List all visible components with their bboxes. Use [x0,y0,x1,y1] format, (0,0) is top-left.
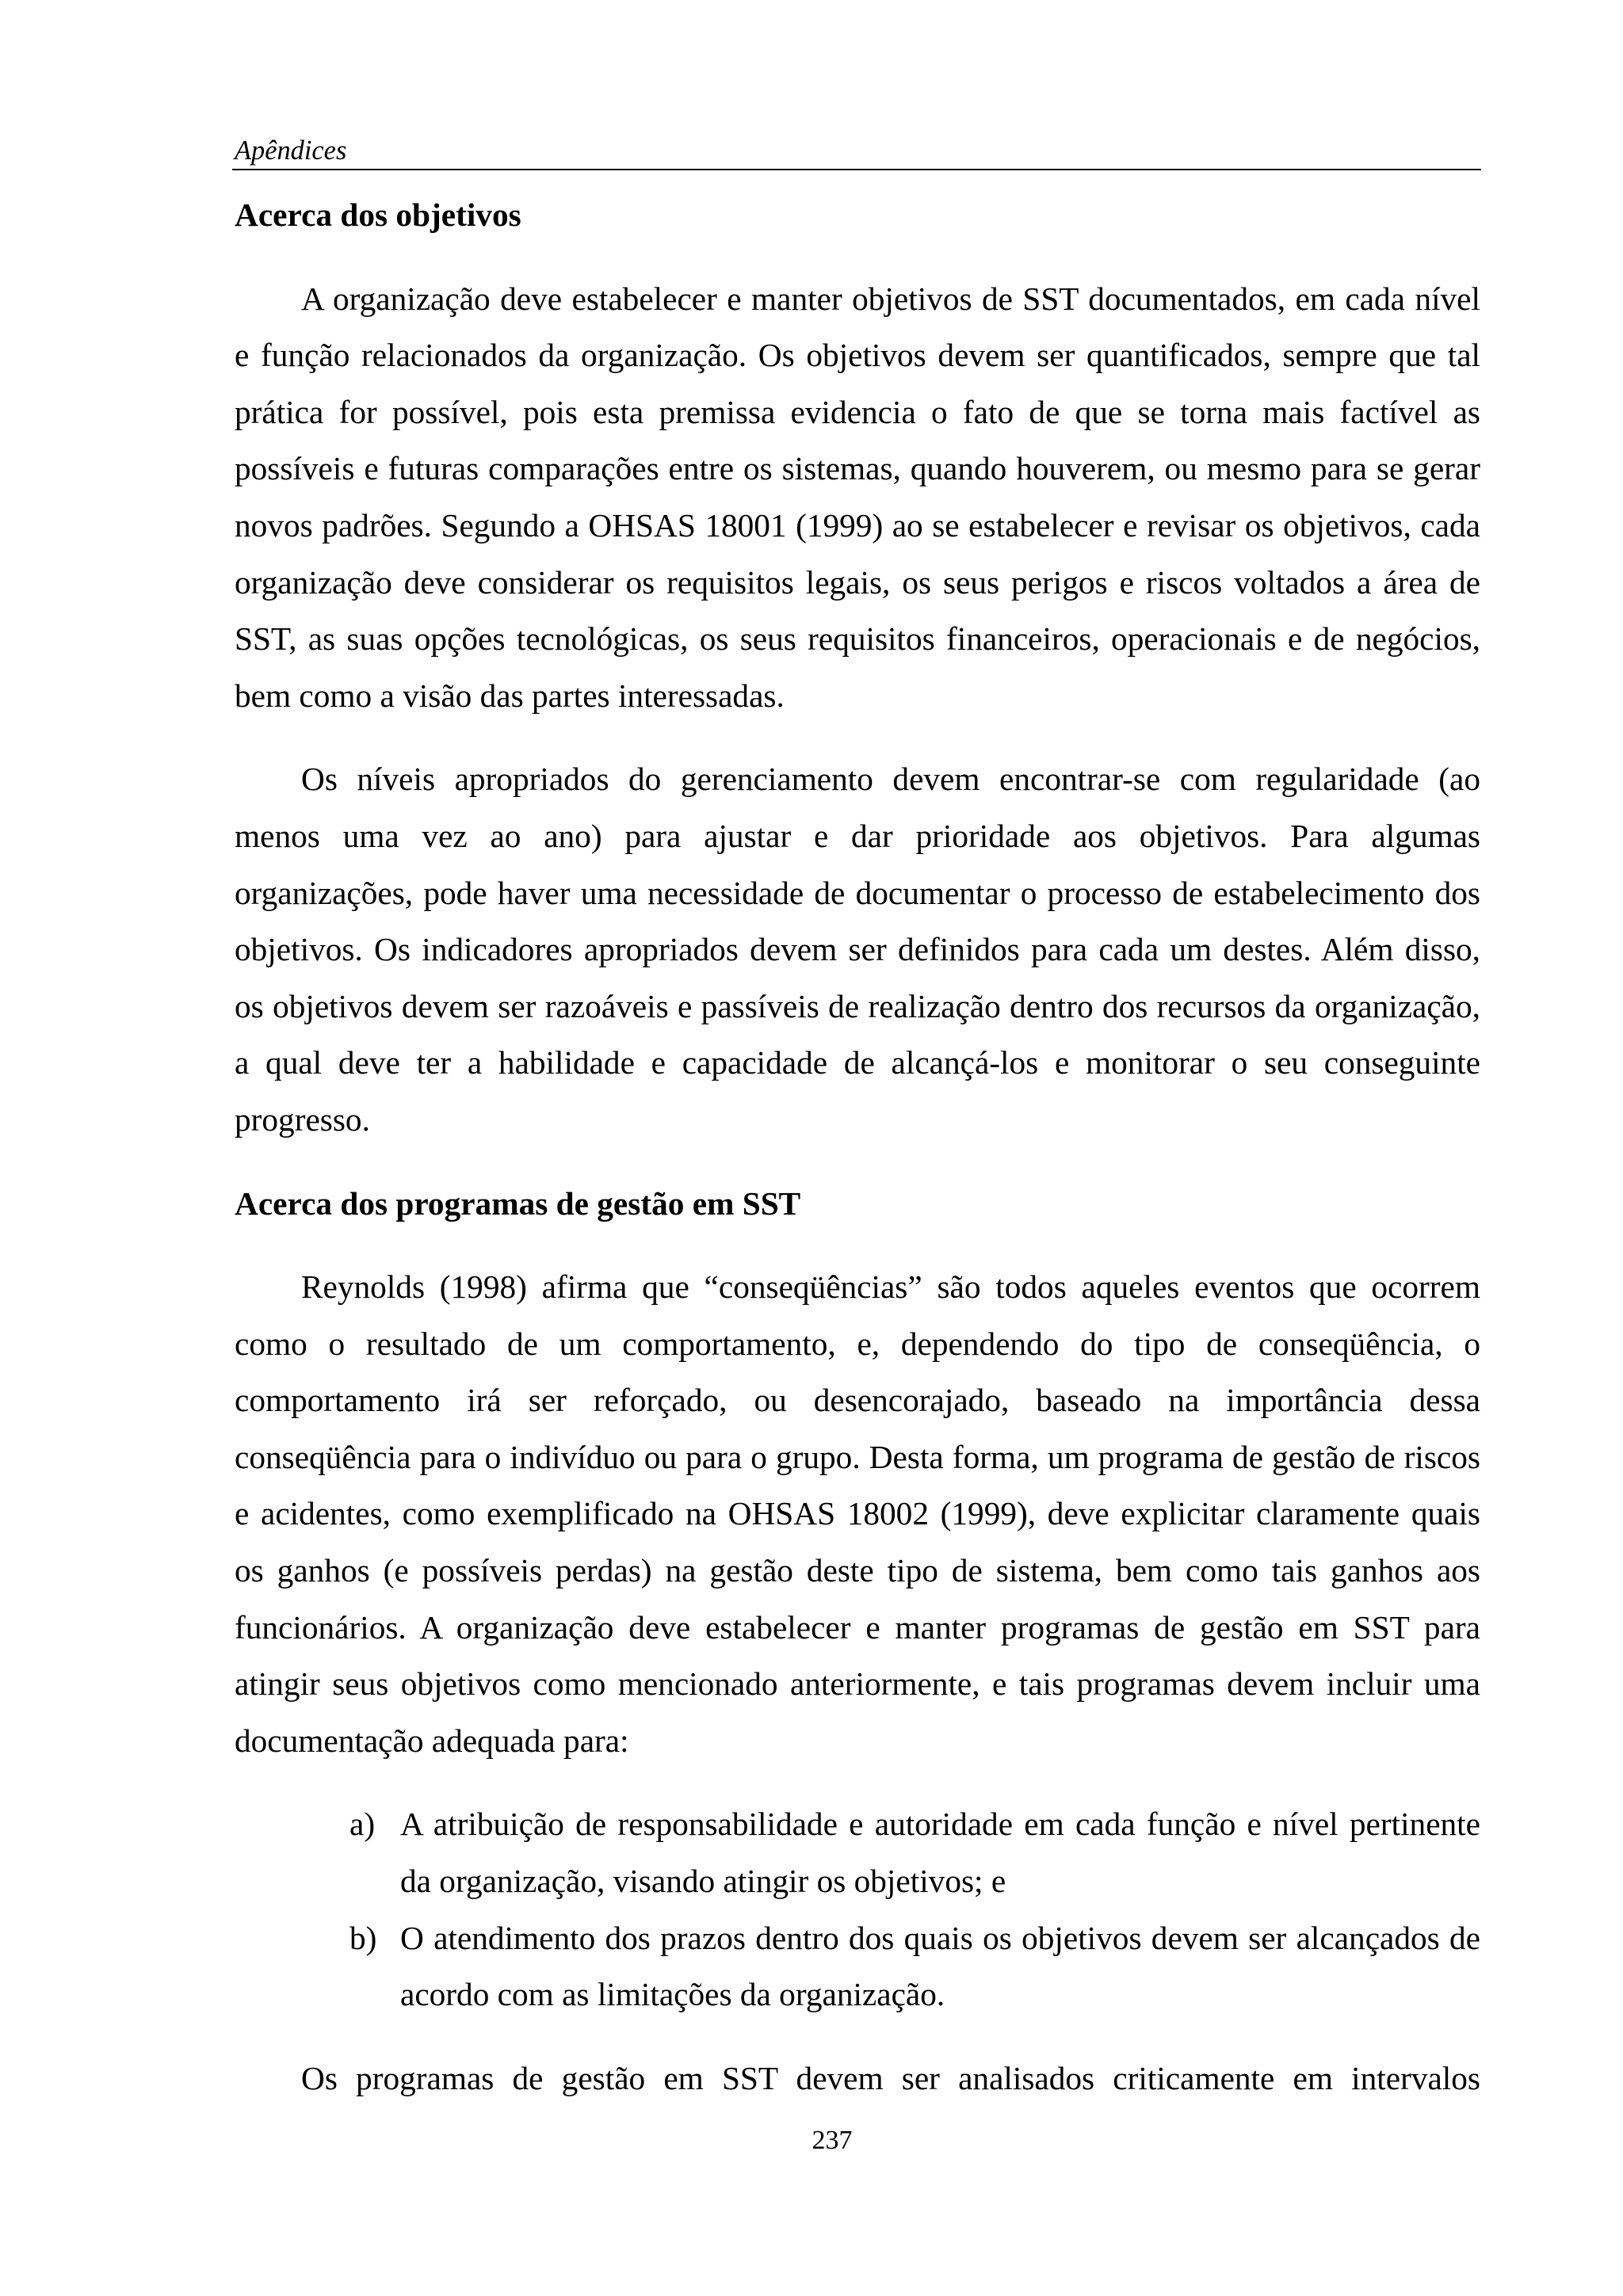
page-number: 237 [812,2126,853,2155]
paragraph-line: SST, as suas opções tecnológicas, os seus requisitos financeiros, operacionais e de negócios, [235,620,1480,658]
paragraph-line: funcionários. A organização deve estabelecer e manter programas de gestão em SST para [235,1608,1480,1646]
paragraph-line: como o resultado de um comportamento, e, dependendo do tipo de conseqüência, o [235,1325,1480,1362]
paragraph-line: menos uma vez ao ano) para ajustar e dar prioridade aos objetivos. Para algumas [235,817,1480,854]
paragraph-line: documentação adequada para: [235,1722,629,1759]
paragraph [235,271,1480,725]
list-marker: b) [349,1919,377,1956]
paragraph-line: atingir seus objetivos como mencionado anteriormente, e tais programas devem incluir uma [235,1665,1480,1703]
list-item [235,1796,1480,1909]
paragraph-continued [235,2050,1480,2107]
section-heading-programas: Acerca dos programas de gestão em SST [235,1184,801,1222]
paragraph-line: A organização deve estabelecer e manter objetivos de SST documentados, em cada nível [301,280,1480,317]
paragraph-line: e função relacionados da organização. Os objetivos devem ser quantificados, sempre que tal [235,337,1480,374]
paragraph-line: progresso. [235,1100,370,1138]
paragraph-line: os ganhos (e possíveis perdas) na gestão deste tipo de sistema, bem como tais ganhos aos [235,1552,1480,1589]
paragraph-line: organização deve considerar os requisitos legais, os seus perigos e riscos voltados a área de [235,563,1480,601]
paragraph-line: conseqüência para o indivíduo ou para o grupo. Desta forma, um programa de gestão de riscos [235,1438,1480,1475]
paragraph-line: organizações, pode haver uma necessidade de documentar o processo de estabelecimento dos [235,874,1480,911]
paragraph-line: novos padrões. Segundo a OHSAS 18001 (1999) ao se estabelecer e revisar os objetivos, cada [235,506,1480,543]
list-marker: a) [349,1806,376,1843]
section-heading-objetivos: Acerca dos objetivos [235,196,521,233]
paragraph-line: objetivos. Os indicadores apropriados devem ser definidos para cada um destes. Além disso, [235,931,1480,968]
header-rule [232,169,1481,170]
list-item-line: da organização, visando atingir os objetivos; e [400,1863,1006,1900]
lettered-list [235,1796,1480,2023]
paragraph-line: prática for possível, pois esta premissa evidencia o fato de que se torna mais factível as [235,393,1480,430]
list-item-line: acordo com as limitações da organização. [400,1976,945,2013]
paragraph-line: a qual deve ter a habilidade e capacidade de alcançá-los e monitorar o seu conseguinte [235,1044,1480,1081]
paragraph-line: Os níveis apropriados do gerenciamento devem encontrar-se com regularidade (ao [301,761,1480,798]
paragraph [235,751,1480,1148]
list-item-line: O atendimento dos prazos dentro dos quais os objetivos devem ser alcançados de [400,1919,1480,1956]
paragraph-line: comportamento irá ser reforçado, ou desencorajado, baseado na importância dessa [235,1382,1480,1419]
paragraph-line: Os programas de gestão em SST devem ser analisados criticamente em intervalos [301,2059,1480,2096]
paragraph-line: bem como a visão das partes interessadas. [235,677,785,714]
paragraph [235,1259,1480,1769]
page-body [235,187,1480,2107]
paragraph-line: os objetivos devem ser razoáveis e passíveis de realização dentro dos recursos da organização, [235,987,1480,1024]
list-item [235,1910,1480,2023]
paragraph-line: e acidentes, como exemplificado na OHSAS 18002 (1999), deve explicitar claramente quais [235,1495,1480,1532]
list-item-line: A atribuição de responsabilidade e autoridade em cada função e nível pertinente [400,1806,1480,1843]
paragraph-line: possíveis e futuras comparações entre os sistemas, quando houverem, ou mesmo para se gerar [235,450,1480,487]
running-header: Apêndices [235,135,347,166]
paragraph-line: Reynolds (1998) afirma que “conseqüências” são todos aqueles eventos que ocorrem [301,1268,1480,1306]
